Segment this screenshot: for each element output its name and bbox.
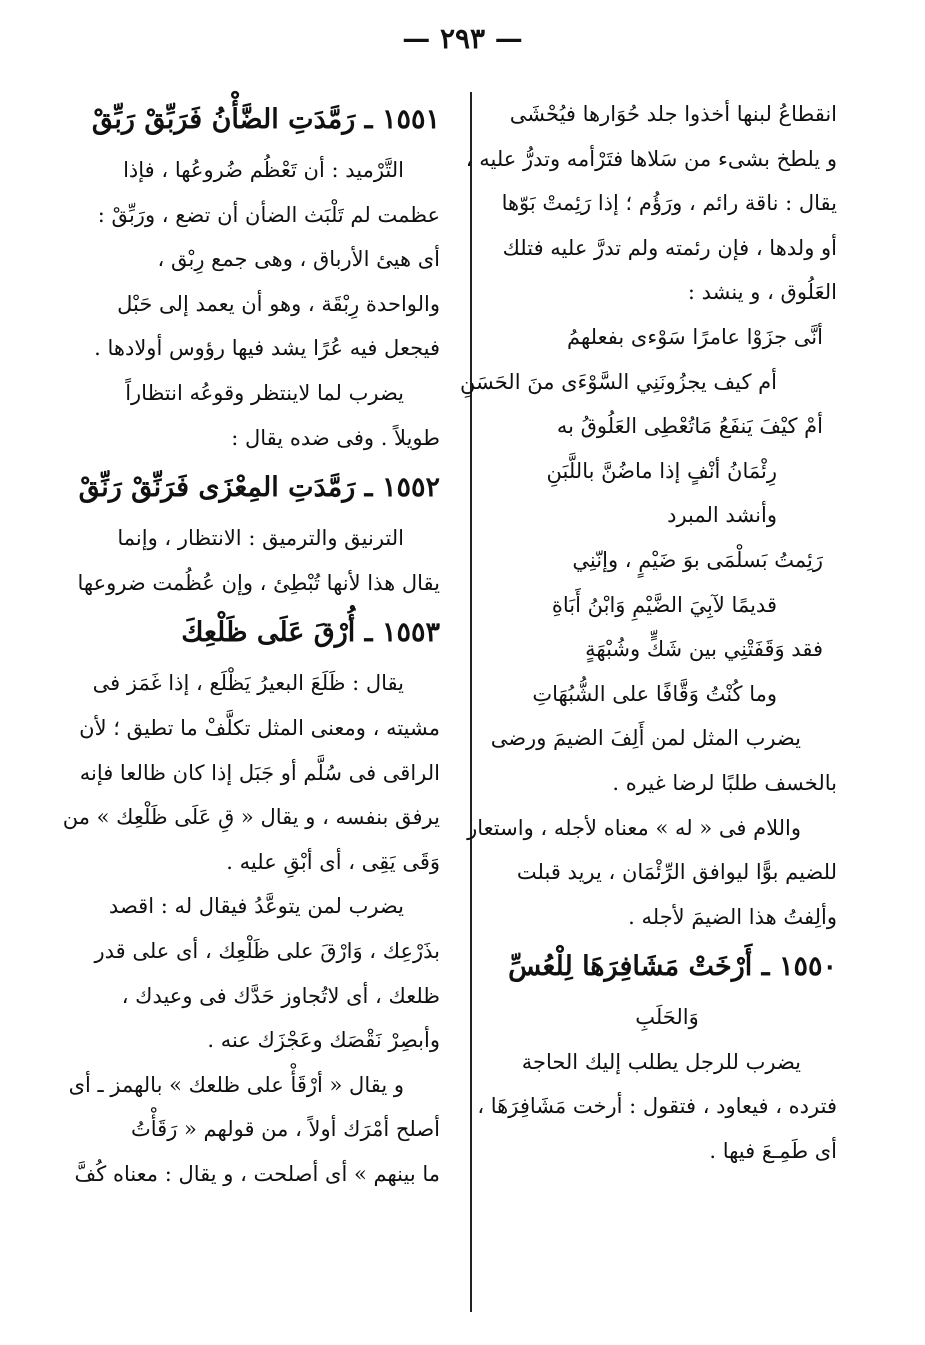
text-line: العَلُوق ، و ينشد : bbox=[687, 280, 837, 305]
text-line: واللام فى « له » معناه لأجله ، واستعار bbox=[467, 815, 801, 840]
text-line: أى طَمِـعَ فيها . bbox=[709, 1139, 837, 1164]
verse-line: رِئْمَانُ أنْفٍ إذا ماضُنَّ باللَّبَنِ bbox=[546, 458, 777, 483]
text-line: وألِفتُ هذا الضيمَ لأجله . bbox=[628, 904, 837, 929]
text-line: انقطاعُ لبنها أخذوا جلد حُوَارها فيُحْشَى bbox=[509, 102, 837, 126]
text-line: فترده ، فيعاود ، فتقول : أرخت مَشَافِرَهَا ، bbox=[477, 1094, 837, 1119]
text-line: مشيته ، ومعنى المثل تكلَّفْ ما تطيق ؛ لأن bbox=[79, 715, 440, 740]
text-line: فيجعل فيه عُرًا يشد فيها رؤوس أولادها . bbox=[94, 336, 440, 361]
text-line: الترنيق والترميق : الانتظار ، وإنما bbox=[117, 526, 404, 551]
proverb-heading: ١٥٥٣ ـ أُرْقَ عَلَى ظَلْعِكَ bbox=[181, 617, 440, 649]
text-line: أو ولدها ، فإن رئمته ولم تدرَّ عليه فتلك bbox=[502, 235, 837, 260]
text-line: بالخسف طلبًا لرضا غيره . bbox=[612, 770, 837, 795]
text-line: يضرب المثل لمن أَلِفَ الضيمَ ورضى bbox=[490, 726, 801, 751]
verse-line: أنَّى جزَوْا عامرًا سَوْءى بفعلهمُ bbox=[567, 324, 823, 349]
right-column bbox=[460, 92, 837, 1174]
text-line: يقال : ظَلَعَ البعيرُ يَظْلَع ، إذا غَمَز فى bbox=[92, 671, 404, 696]
verse-line: أم كيف يجزُونَنِي السَّوْءَى منَ الحَسَنِ bbox=[460, 369, 777, 394]
column-divider bbox=[470, 92, 472, 1312]
text-line: يضرب لمن يتوعَّدُ فيقال له : اقصد bbox=[108, 894, 404, 919]
text-line: يضرب لما لاينتظر وقوعُه انتظاراً bbox=[125, 380, 404, 405]
verse-line: أمْ كيْفَ يَنفَعُ مَاتُعْطِى العَلُوقُ به bbox=[556, 414, 823, 439]
text-line: يرفق بنفسه ، و يقال « قِ عَلَى ظَلْعِك » من bbox=[62, 805, 440, 830]
text-line: و يلطخ بشىء من سَلاها فتَرْأمه وتدرُّ عليه ، bbox=[465, 146, 837, 171]
text-line: أصلح أمْرَك أولاً ، من قولهم « رَقَأْتُ bbox=[131, 1117, 440, 1142]
verse-line: وما كُنْتُ وَقَّافًا على الشُّبُهَاتِ bbox=[532, 681, 777, 706]
verse-line: رَئِمتُ بَسلْمَى بوَ ضَيْمٍ ، وإنّنِي bbox=[572, 547, 823, 572]
text-line: للضيم بوًّا ليوافق الرِّئْمَان ، يريد قبلت bbox=[516, 860, 837, 885]
text-line: طويلاً . وفى ضده يقال : bbox=[231, 425, 440, 450]
text-line: بذَرْعِك ، وَارْقَ على ظَلْعِك ، أى على قدر bbox=[94, 938, 440, 963]
text-line: عظمت لم تَلْبَث الضأن أن تضع ، ورَبِّقْ : bbox=[97, 202, 440, 227]
verse-line: قديمًا لآبِيَ الضَّيْمِ وَابْنُ أَبَاةِ bbox=[551, 592, 777, 617]
page-number: — ٢٩٣ — bbox=[402, 22, 523, 55]
verse-line: وأنشد المبرد bbox=[667, 503, 777, 528]
text-line: الراقى فى سُلَّم أو جَبَل إذا كان ظالعا فإنه bbox=[79, 760, 440, 785]
text-line: يقال : ناقة رائم ، ورَؤُم ؛ إذا رَئِمتْ بَوّها bbox=[501, 191, 837, 216]
heading-continuation: وَالحَلَبِ bbox=[635, 1005, 699, 1030]
text-line: وأبصِرْ نَقْصَك وعَجْزَك عنه . bbox=[207, 1028, 440, 1053]
text-line: والواحدة رِبْقَة ، وهو أن يعمد إلى حَبْل bbox=[117, 291, 440, 316]
proverb-heading: ١٥٥١ ـ رَمَّدَتِ الضَّأْنُ فَرَبِّقْ رَبِّقْ bbox=[91, 104, 440, 135]
left-column bbox=[62, 92, 440, 1196]
text-line: و يقال « أرْقَأْ على ظلعك » بالهمز ـ أى bbox=[68, 1072, 404, 1097]
text-line: ما بينهم » أى أصلحت ، و يقال : معناه كُفَّ bbox=[74, 1161, 440, 1186]
text-line: يضرب للرجل يطلب إليك الحاجة bbox=[521, 1049, 801, 1074]
text-line: يقال هذا لأنها تُبْطِئ ، وإن عُظُمت ضروعها bbox=[77, 570, 440, 595]
text-line: أى هيئ الأرباق ، وهى جمع رِبْق ، bbox=[157, 247, 440, 272]
text-line: وَقَى يَقِى ، أى أبْقِ عليه . bbox=[226, 849, 440, 874]
text-line: التَّرْميد : أن تَعْظُم ضُروعُها ، فإذا bbox=[123, 158, 404, 182]
text-line: ظلعك ، أى لاتُجاوز حَدَّك فى وعيدك ، bbox=[121, 983, 440, 1008]
proverb-heading: ١٥٥٠ ـ أَرْخَتْ مَشَافِرَهَا لِلْعُسِّ bbox=[508, 951, 837, 983]
proverb-heading: ١٥٥٢ ـ رَمَّدَتِ المِعْزَى فَرَنِّقْ رَنِّقْ bbox=[78, 472, 440, 504]
verse-line: فقد وَقَفَتْنِي بين شَكٍّ وشُبْهَةٍ bbox=[585, 637, 823, 662]
